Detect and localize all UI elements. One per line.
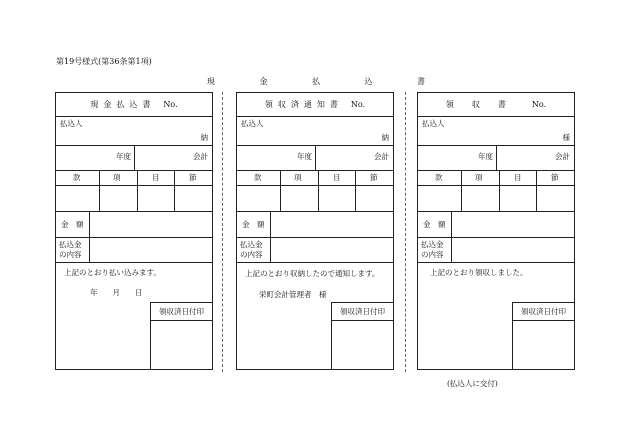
slip-title: 現金払込書 — [90, 100, 156, 109]
message-line2: 栄町会計管理者 様 — [259, 290, 327, 299]
category-kan: 款 — [435, 173, 443, 182]
cut-line — [222, 92, 223, 372]
content-label-line1: 払込金 — [240, 240, 263, 249]
message-line1: 上記のとおり領収しました。 — [430, 268, 528, 277]
category-moku: 目 — [333, 173, 341, 182]
amount-label: 金 額 — [423, 220, 446, 229]
content-label-line2: の内容 — [59, 250, 82, 259]
payer-label: 払込人 — [241, 119, 264, 128]
category-kan: 款 — [73, 173, 81, 182]
fiscal-year-label: 年度 — [297, 152, 312, 161]
payer-label: 払込人 — [422, 119, 445, 128]
slip-number-label: No. — [163, 100, 178, 109]
content-label-line1: 払込金 — [421, 240, 444, 249]
slip-title-row — [56, 93, 212, 116]
receipt-stamp-box — [331, 302, 394, 370]
slip-number-label: No. — [350, 100, 366, 109]
category-kan: 款 — [254, 173, 262, 182]
form-number: 第19号様式(第36条第1項) — [56, 57, 152, 66]
stamp-label: 領収済日付印 — [521, 307, 566, 316]
slip-receipt-notice — [236, 92, 394, 370]
category-setsu: 節 — [189, 173, 197, 182]
payer-suffix: 様 — [562, 133, 570, 142]
slip-receipt — [417, 92, 575, 370]
cut-line — [405, 92, 406, 372]
slip-title-row — [237, 93, 393, 116]
stamp-label: 領収済日付印 — [340, 307, 385, 316]
footnote: (払込人に交付) — [447, 379, 498, 388]
slip-title-row — [418, 93, 574, 116]
content-label-line1: 払込金 — [59, 240, 82, 249]
amount-label: 金 額 — [61, 220, 84, 229]
payer-suffix: 納 — [381, 133, 389, 142]
receipt-stamp-box — [150, 302, 213, 370]
main-title-char: 払 — [312, 77, 320, 86]
account-label: 会計 — [193, 152, 208, 161]
category-setsu: 節 — [370, 173, 378, 182]
amount-label: 金 額 — [242, 220, 265, 229]
slip-title: 領収書 — [445, 100, 524, 109]
slip-title: 領収済通知書 — [264, 100, 343, 109]
account-label: 会計 — [374, 152, 389, 161]
message-line1: 上記のとおり収納したので通知します。 — [245, 269, 380, 278]
category-moku: 目 — [152, 173, 160, 182]
main-title — [207, 76, 425, 87]
main-title-char: 書 — [417, 77, 425, 86]
category-kou: 項 — [294, 173, 302, 182]
fiscal-year-label: 年度 — [116, 152, 131, 161]
category-kou: 項 — [113, 173, 121, 182]
main-title-char: 現 — [207, 77, 215, 86]
stamp-label: 領収済日付印 — [159, 307, 204, 316]
payer-label: 払込人 — [60, 119, 83, 128]
slip-cash-payment — [55, 92, 213, 370]
category-setsu: 節 — [551, 173, 559, 182]
receipt-stamp-box — [512, 302, 575, 370]
slip-number-label: No. — [531, 100, 547, 109]
payer-suffix: 納 — [200, 133, 208, 142]
main-title-char: 金 — [259, 77, 268, 86]
category-moku: 目 — [514, 173, 522, 182]
date-line: 年 月 日 — [90, 288, 143, 297]
content-label-line2: の内容 — [421, 250, 444, 259]
content-label-line2: の内容 — [240, 250, 263, 259]
category-kou: 項 — [475, 173, 483, 182]
main-title-char: 込 — [364, 77, 373, 86]
account-label: 会計 — [555, 152, 570, 161]
message-line1: 上記のとおり払い込みます。 — [64, 268, 161, 277]
fiscal-year-label: 年度 — [478, 152, 493, 161]
